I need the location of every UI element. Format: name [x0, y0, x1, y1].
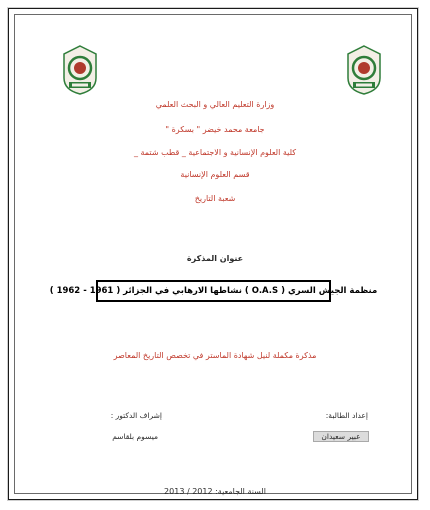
memo-subtitle: مذكرة مكملة لنيل شهادة الماستر في تخصص التاريخ المعاصر [113, 351, 317, 360]
academic-year: السنة الجامعية: 2012 / 2013 [164, 487, 266, 496]
supervisor-label: إشراف الدكتور : [110, 411, 162, 420]
ministry-text: وزارة التعليم العالي و البحث العلمي [155, 100, 275, 109]
memo-title-box [49, 280, 378, 302]
memo-title: منظمة الجيش السري ( O.A.S ) نشاطها الارهابي في الجزائر ( 1961 - 1962 ) [49, 286, 378, 296]
student-name: عبير سعيدان [313, 431, 369, 442]
branch-name: شعبة التاريخ [194, 194, 236, 203]
memo-heading: عنوان المذكرة [186, 254, 244, 263]
university-logo-left-icon [60, 44, 100, 96]
supervisor-name: ميسوم بلقاسم [112, 432, 158, 441]
university-logo-right-icon [344, 44, 384, 96]
university-name: جامعة محمد خيضر " بسكرة " [165, 125, 265, 134]
department-name: قسم العلوم الإنسانية [180, 170, 250, 179]
faculty-name: كلية العلوم الإنسانية و الاجتماعية _ قطب شتمة _ [133, 148, 297, 157]
prepared-by-label: إعداد الطالبة: [325, 411, 368, 420]
